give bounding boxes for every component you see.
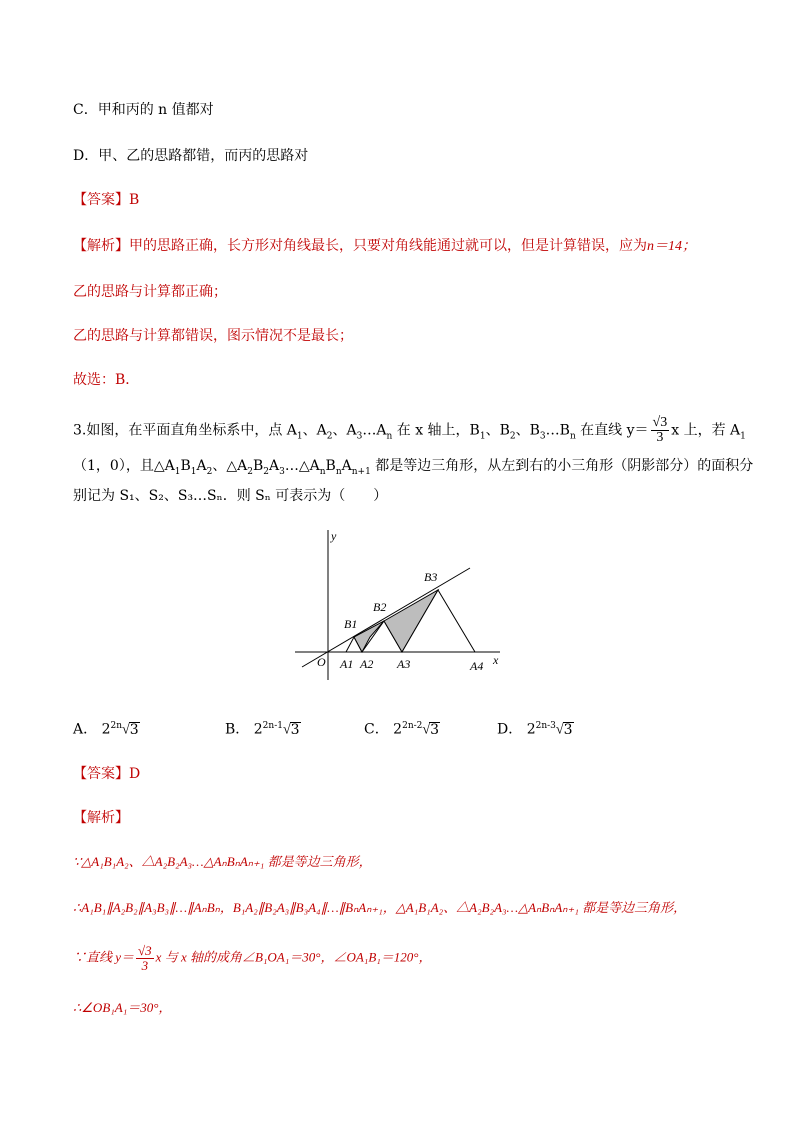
explanation-line-3: 乙的思路与计算都错误，图示情况不是最长； bbox=[73, 328, 353, 344]
option-c[interactable]: C． $2^{2n-2}√3$ bbox=[364, 721, 439, 738]
label-b1: B1 bbox=[344, 617, 358, 631]
label-o: O bbox=[317, 655, 326, 669]
solution-line3: ∵直线 y＝ $\frac{√3}{3}$ x 与 x 轴的成角∠B₁OA₁＝30°，∠OA₁B₁＝120°， bbox=[73, 943, 432, 973]
label-x: x bbox=[493, 653, 499, 667]
option-a[interactable]: A． $2^{2n}√3$ bbox=[73, 721, 139, 738]
solution-line4: ∴∠OB₁A₁＝30°， bbox=[73, 1000, 172, 1015]
answer-line bbox=[73, 190, 734, 210]
question3-line2: （1，0），且$\triangle A_1B_1A_2$、$\triangle A_2B_2A_3\dots\triangle A_nB_nA_{n+1}$ 都是等边三角形，从左到右的小三角形（阴影部分）的面积分 bbox=[73, 458, 754, 477]
sqrt3-over-3-fraction: $\frac{√3}{3}$ bbox=[652, 415, 668, 445]
label-a1: A1 bbox=[340, 657, 354, 671]
label-a2: A2 bbox=[360, 657, 374, 671]
question3-line1: 3.如图，在平面直角坐标系中，点 $A_1$、$A_2$、$A_3\dots A_n$ 在 x 轴上，$B_1$、$B_2$、$B_3\dots B_n$ 在直线 y＝ $\frac{√3}{3}$ x 上，若 $A_1$ bbox=[73, 415, 746, 445]
explanation-line bbox=[73, 236, 734, 257]
label-y: y bbox=[331, 530, 337, 543]
option-d[interactable]: D． $2^{2n-3}√3$ bbox=[497, 721, 573, 738]
conclusion-line: 故选：B． bbox=[73, 372, 140, 388]
label-b2: B2 bbox=[373, 600, 387, 614]
explanation-line-2: 乙的思路与计算都正确； bbox=[73, 284, 227, 300]
option-d-line: D．甲、乙的思路都错，而丙的思路对 bbox=[73, 148, 309, 164]
option-c-line: C．甲和丙的 n 值都对 bbox=[73, 102, 214, 118]
explanation-text: 甲的思路正确，长方形对角线最长，只要对角线能通过就可以，但是计算错误，应为 bbox=[129, 238, 647, 254]
answer2-value: D bbox=[129, 766, 141, 782]
explanation-tag: 【解析】 bbox=[73, 238, 129, 254]
coordinate-figure bbox=[290, 530, 510, 690]
solution-line1: ∵△A₁B₁A₂、△A₂B₂A₃…△AₙBₙAₙ₊₁ 都是等边三角形， bbox=[73, 854, 372, 869]
answer2-line bbox=[73, 764, 734, 784]
answer2-tag: 【答案】 bbox=[73, 766, 129, 782]
answer-value: B bbox=[129, 192, 140, 208]
answer-tag: 【答案】 bbox=[73, 192, 129, 208]
solution-tag: 【解析】 bbox=[73, 810, 129, 826]
option-b[interactable]: B． $2^{2n-1}√3$ bbox=[225, 721, 300, 738]
question3-line3: 别记为 S₁、S₂、S₃…Sₙ．则 Sₙ 可表示为（ ） bbox=[73, 488, 388, 504]
label-a3: A3 bbox=[397, 657, 411, 671]
explanation-n: n＝14； bbox=[647, 239, 696, 254]
solution-line2: ∴A₁B₁∥A₂B₂∥A₃B₃∥…∥AₙBₙ，B₁A₂∥B₂A₃∥B₃A₄∥…∥BₙAₙ₊₁，△A₁B₁A₂、△A₂B₂A₃…△AₙBₙAₙ₊₁ 都是等边三角形， bbox=[73, 900, 687, 915]
label-b3: B3 bbox=[424, 570, 438, 584]
sqrt3-over-3-fraction-2: $\frac{√3}{3}$ bbox=[138, 943, 152, 973]
label-a4: A4 bbox=[470, 659, 484, 673]
